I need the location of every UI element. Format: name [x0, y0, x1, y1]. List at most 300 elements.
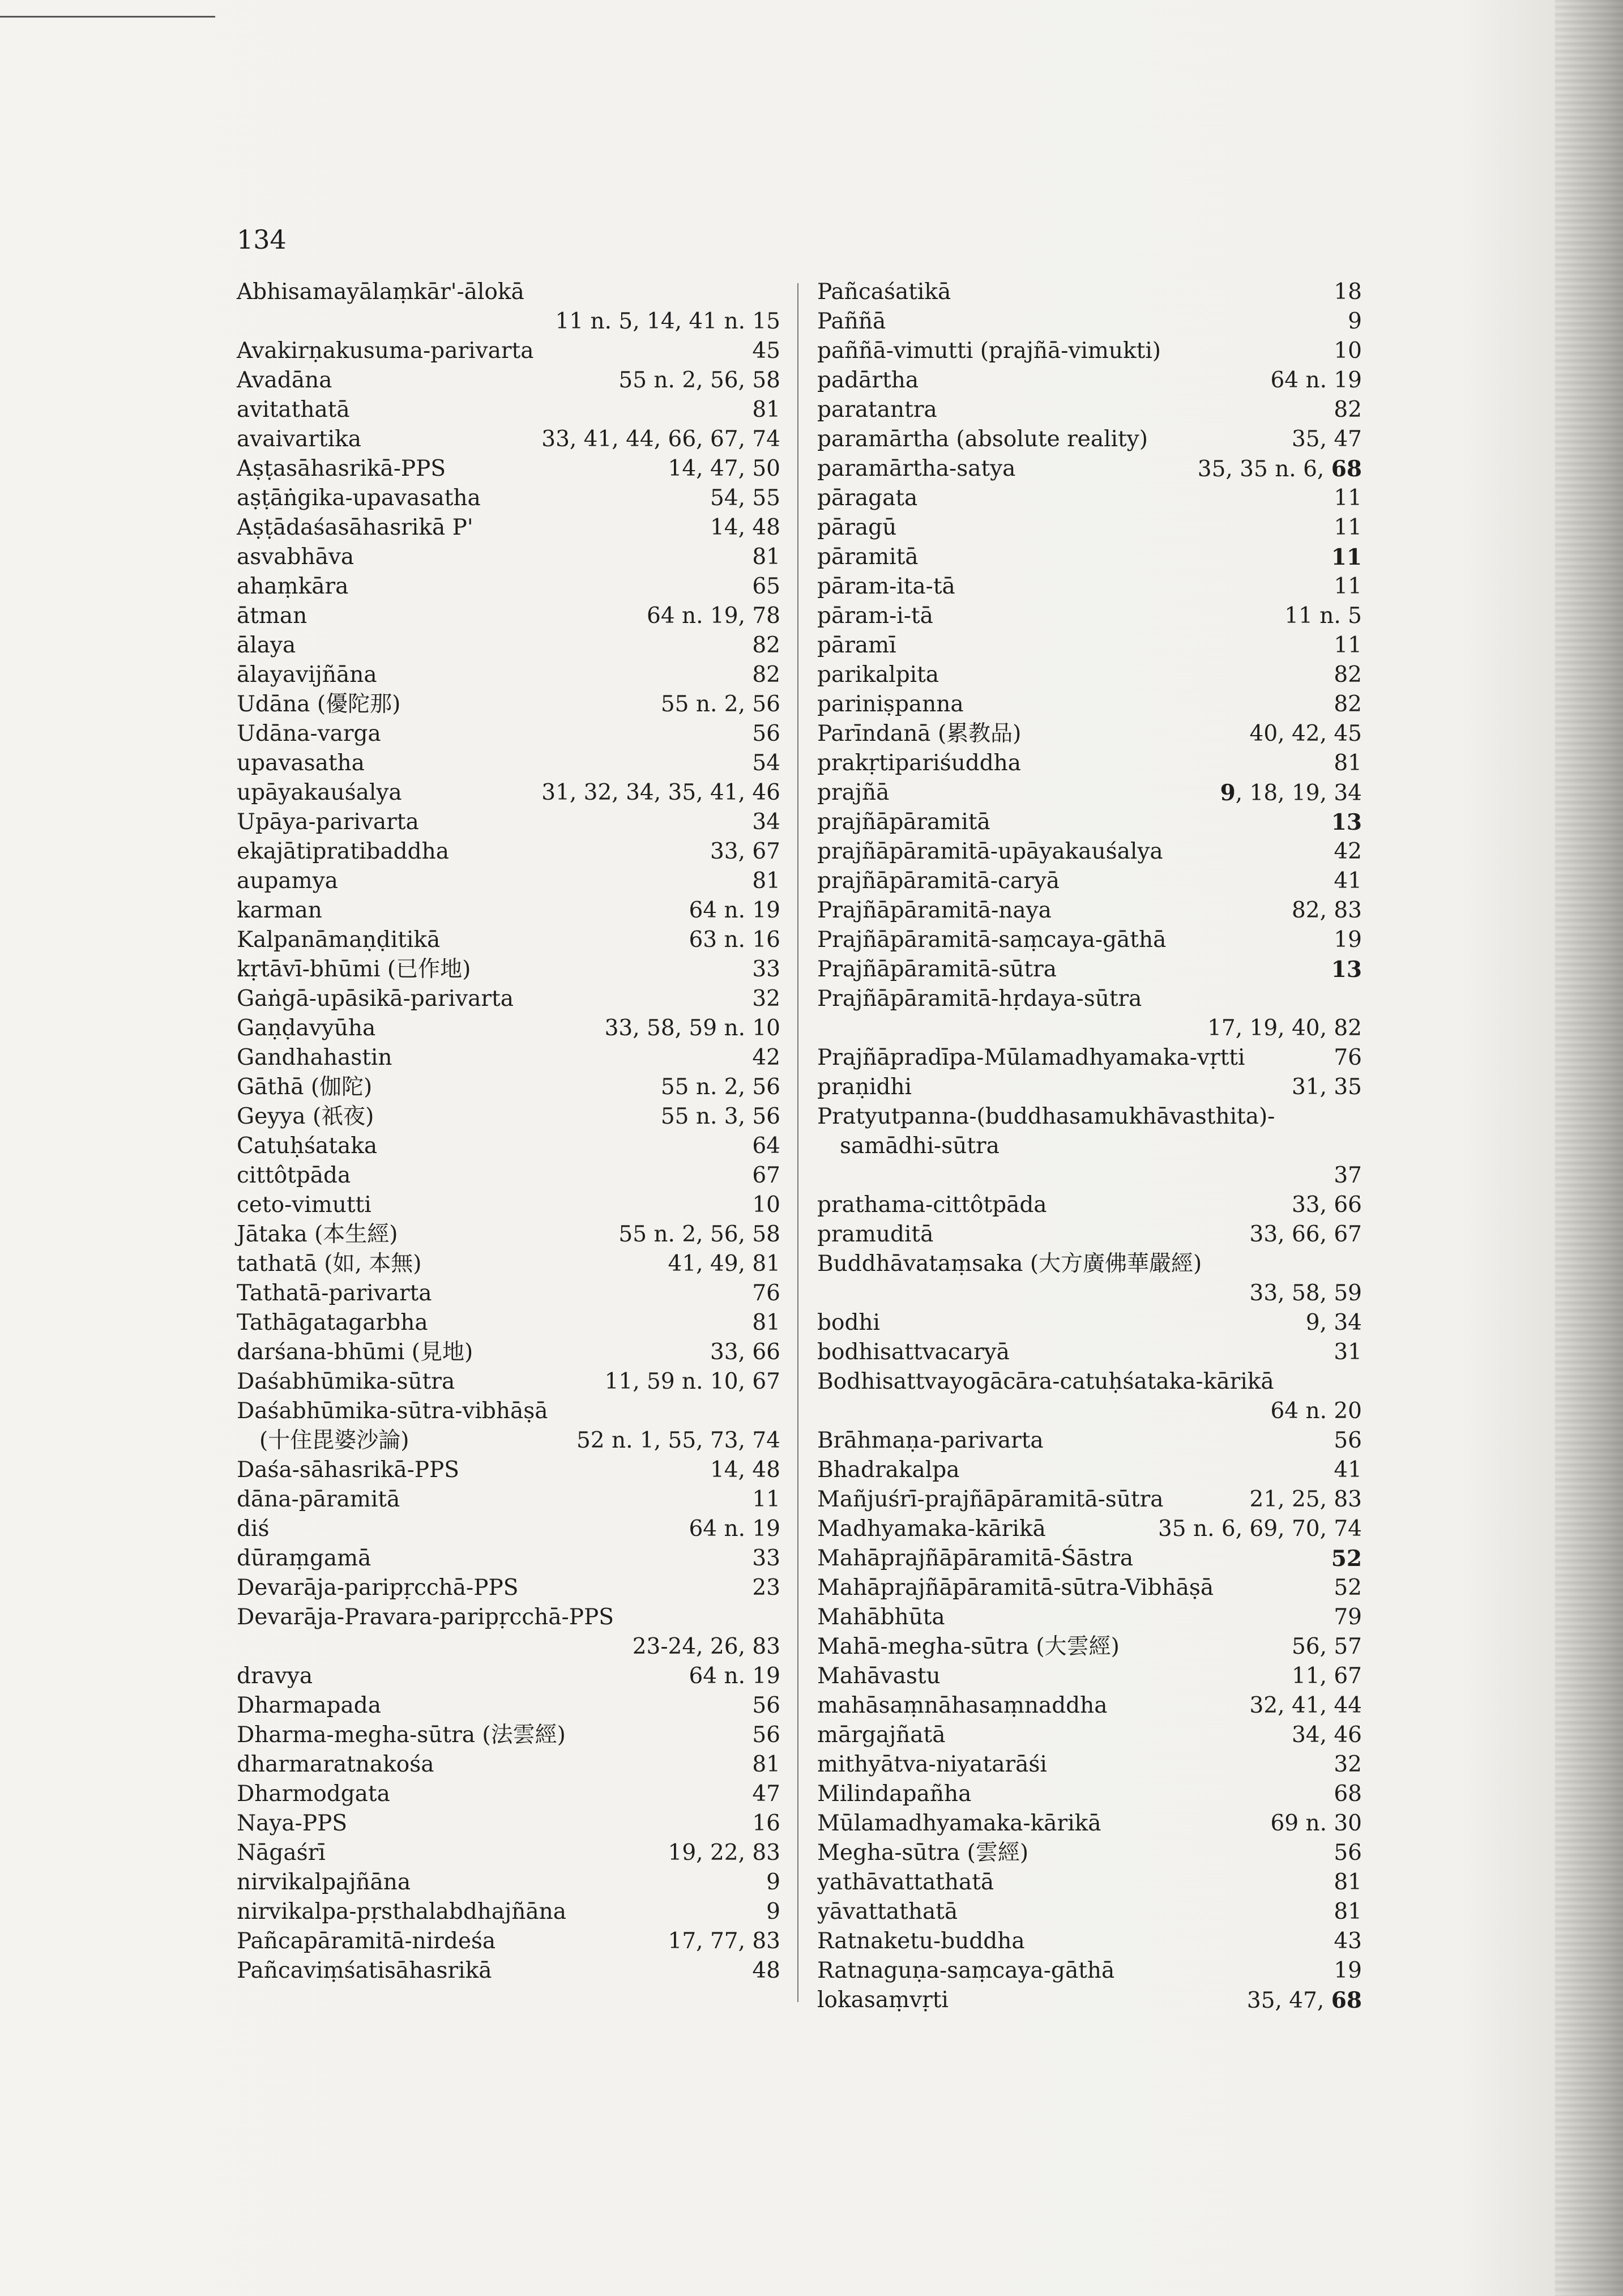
index-pages: 54, 55: [710, 485, 780, 511]
index-pages: 11, 67: [1291, 1663, 1362, 1689]
index-term: Parīndanā (累教品): [817, 721, 1022, 746]
index-entry: [817, 778, 1362, 808]
index-term: ahaṃkāra: [237, 574, 349, 599]
index-pages: 82: [752, 633, 780, 658]
index-pages: 81: [1334, 1899, 1362, 1924]
index-entry: [817, 1426, 1362, 1456]
index-pages: 9, 34: [1305, 1310, 1362, 1335]
index-term: mithyātva-niyatarāśi: [817, 1752, 1047, 1777]
index-term: upavasatha: [237, 750, 365, 776]
index-pages: 69 n. 30: [1270, 1811, 1362, 1836]
index-entry: [237, 513, 780, 543]
index-pages: 10: [1334, 338, 1362, 364]
index-term: Mahābhūta: [817, 1604, 945, 1630]
index-term: Aṣṭādaśasāhasrikā P': [237, 515, 473, 540]
index-entry: [817, 601, 1362, 631]
index-term: nirvikalpajñāna: [237, 1870, 411, 1895]
index-pages: 34: [752, 809, 780, 835]
index-entry: [237, 1132, 780, 1161]
index-entry: [817, 1544, 1362, 1573]
index-pages: 79: [1334, 1604, 1362, 1630]
index-entry: [237, 1220, 780, 1249]
index-entry: [817, 1220, 1362, 1249]
index-term: Tathatā-parivarta: [237, 1281, 432, 1306]
scan-edge-line: [0, 16, 215, 18]
index-pages: 64 n. 19: [689, 1663, 780, 1689]
index-pages: 37: [1334, 1163, 1362, 1188]
index-entry: [817, 1691, 1362, 1721]
index-entry: [237, 1190, 780, 1220]
index-pages: 64 n. 19, 78: [647, 603, 780, 629]
index-entry: [817, 925, 1362, 955]
index-term: Mūlamadhyamaka-kārikā: [817, 1811, 1101, 1836]
index-entry: [237, 749, 780, 778]
index-pages: 10: [752, 1192, 780, 1218]
index-pages: 13: [1331, 809, 1362, 835]
index-entry: [817, 1397, 1362, 1426]
index-pages: 14, 48: [710, 1457, 780, 1483]
index-entry: [817, 513, 1362, 543]
index-entry: [817, 1632, 1362, 1662]
index-pages: 33, 67: [710, 839, 780, 864]
index-entry: [817, 1573, 1362, 1603]
index-pages: 14, 48: [710, 515, 780, 540]
index-term: Devarāja-paripṛcchā-PPS: [237, 1575, 519, 1601]
index-column-right: [817, 278, 1362, 2013]
index-pages: 31: [1334, 1339, 1362, 1365]
index-term: tathatā (如, 本無): [237, 1251, 422, 1277]
index-term: bodhisattvacaryā: [817, 1339, 1010, 1365]
index-term: Abhisamayālaṃkār'-ālokā: [237, 279, 524, 305]
index-entry: [817, 1249, 1362, 1279]
index-term: Catuḥśataka: [237, 1133, 378, 1159]
index-term: Pañcaśatikā: [817, 279, 951, 305]
index-term: Mahāprajñāpāramitā-sūtra-Vibhāṣā: [817, 1575, 1214, 1601]
index-term: pariniṣpanna: [817, 692, 964, 717]
index-pages: 33, 66, 67: [1249, 1222, 1362, 1247]
index-pages: 13: [1331, 957, 1362, 983]
index-term: Devarāja-Pravara-paripṛcchā-PPS: [237, 1604, 614, 1630]
index-entry: [237, 925, 780, 955]
index-term: Daśabhūmika-sūtra: [237, 1369, 455, 1394]
index-entry: [237, 837, 780, 867]
index-pages: 33, 58, 59 n. 10: [604, 1015, 780, 1041]
index-term: Kalpanāmaṇḍitikā: [237, 927, 441, 953]
index-entry: [817, 1838, 1362, 1868]
index-pages: 23: [752, 1575, 780, 1601]
index-pages: 14, 47, 50: [668, 456, 780, 481]
index-entry: [237, 631, 780, 660]
index-entry: [817, 1456, 1362, 1485]
index-term: Ratnaketu-buddha: [817, 1928, 1025, 1954]
index-entry: [237, 1514, 780, 1544]
index-term: paramārtha (absolute reality): [817, 426, 1148, 452]
index-entry: [237, 1750, 780, 1779]
index-term: ātman: [237, 603, 307, 629]
index-entry: [817, 690, 1362, 719]
index-pages: 11: [1334, 485, 1362, 511]
index-term: yāvattathatā: [817, 1899, 958, 1924]
index-pages: 32: [1334, 1752, 1362, 1777]
index-term: dūraṃgamā: [237, 1546, 371, 1571]
index-entry: [237, 307, 780, 336]
index-term: kṛtāvī-bhūmi (已作地): [237, 957, 471, 982]
index-term: mahāsaṃnāhasaṃnaddha: [817, 1693, 1108, 1718]
index-term: Upāya-parivarta: [237, 809, 419, 835]
index-pages: 76: [1334, 1045, 1362, 1070]
index-entry: [817, 955, 1362, 984]
index-entry: [817, 543, 1362, 572]
index-term: Avadāna: [237, 368, 332, 393]
index-pages: 76: [752, 1281, 780, 1306]
index-entry: [237, 1426, 780, 1456]
index-entry: [817, 1102, 1362, 1132]
index-pages: 11: [752, 1487, 780, 1512]
index-entry: [237, 366, 780, 395]
index-term: samādhi-sūtra: [840, 1133, 1000, 1159]
index-pages: 11: [1331, 544, 1362, 570]
index-term: mārgajñatā: [817, 1722, 946, 1748]
index-term: Pañcaviṃśatisāhasrikā: [237, 1958, 492, 1983]
index-entry: [817, 1868, 1362, 1897]
index-pages: 11, 59 n. 10, 67: [604, 1369, 780, 1394]
index-term: prajñāpāramitā: [817, 809, 990, 835]
index-term: Daśabhūmika-sūtra-vibhāṣā: [237, 1398, 548, 1424]
index-pages: 55 n. 2, 56: [660, 692, 780, 717]
index-pages: 17, 77, 83: [668, 1928, 780, 1954]
index-entry: [237, 1691, 780, 1721]
index-term: Nāgaśrī: [237, 1840, 326, 1866]
index-pages: 9: [766, 1899, 780, 1924]
index-pages: 19: [1334, 1958, 1362, 1983]
index-entry: [237, 1721, 780, 1750]
binding-shadow: [1555, 0, 1623, 2296]
index-entry: [237, 1043, 780, 1073]
index-term: diś: [237, 1516, 270, 1542]
index-term: aupamya: [237, 868, 338, 894]
index-entry: [817, 366, 1362, 395]
index-entry: [237, 1573, 780, 1603]
index-pages: 32: [752, 986, 780, 1012]
index-pages: 56: [752, 1693, 780, 1718]
index-entry: [817, 1485, 1362, 1514]
index-term: asvabhāva: [237, 544, 355, 570]
index-pages: 18: [1334, 279, 1362, 305]
index-term: avitathatā: [237, 397, 350, 423]
index-pages: 11 n. 5, 14, 41 n. 15: [555, 309, 780, 334]
index-entry: [817, 278, 1362, 307]
index-term: Pratyutpanna-(buddhasamukhāvasthita)-: [817, 1104, 1275, 1129]
page-number: 134: [237, 224, 287, 255]
index-pages: 19: [1334, 927, 1362, 953]
index-pages: 33, 66: [710, 1339, 780, 1365]
index-pages: 65: [752, 574, 780, 599]
column-divider: [797, 283, 798, 2002]
index-pages: 52 n. 1, 55, 73, 74: [576, 1428, 780, 1453]
index-entry: [237, 1161, 780, 1190]
index-entry: [817, 1897, 1362, 1927]
index-entry: [237, 1632, 780, 1662]
index-entry: [237, 778, 780, 808]
index-pages: 64 n. 19: [1270, 368, 1362, 393]
index-entry: [817, 867, 1362, 896]
index-pages: 56: [752, 1722, 780, 1748]
index-entry: [817, 1514, 1362, 1544]
index-entry: [237, 867, 780, 896]
index-pages: 48: [752, 1958, 780, 1983]
index-pages: 19, 22, 83: [668, 1840, 780, 1866]
index-entry: [237, 425, 780, 454]
index-entry: [817, 984, 1362, 1014]
index-entry: [237, 1897, 780, 1927]
index-term: Gaṅgā-upāsikā-parivarta: [237, 986, 514, 1012]
index-term: dravya: [237, 1663, 313, 1689]
index-term: ekajātipratibaddha: [237, 839, 449, 864]
index-entry: [237, 808, 780, 837]
index-term: avaivartika: [237, 426, 361, 452]
index-pages: 23-24, 26, 83: [632, 1634, 780, 1659]
index-pages: 17, 19, 40, 82: [1207, 1015, 1362, 1041]
index-entry: [237, 543, 780, 572]
index-pages: 43: [1334, 1928, 1362, 1954]
index-entry: [237, 1367, 780, 1397]
index-pages: 64 n. 19: [689, 1516, 780, 1542]
index-term: Bodhisattvayogācāra-catuḥśataka-kārikā: [817, 1369, 1274, 1394]
index-pages: 42: [752, 1045, 780, 1070]
index-pages: 35, 47, 68: [1246, 1987, 1362, 2013]
index-term: Ratnaguṇa-saṃcaya-gāthā: [817, 1958, 1115, 1983]
index-entry: [237, 984, 780, 1014]
index-entry: [817, 1986, 1362, 2015]
index-pages: 52: [1334, 1575, 1362, 1601]
index-pages: 34, 46: [1291, 1722, 1362, 1748]
index-pages: 82: [1334, 397, 1362, 423]
index-entry: [817, 454, 1362, 484]
index-term: ceto-vimutti: [237, 1192, 371, 1218]
index-entry: [817, 719, 1362, 749]
index-term: Mañjuśrī-prajñāpāramitā-sūtra: [817, 1487, 1164, 1512]
index-entry: [237, 1779, 780, 1809]
index-term: upāyakauśalya: [237, 780, 402, 805]
index-pages: 56: [1334, 1840, 1362, 1866]
index-entry: [237, 572, 780, 601]
index-entry: [817, 1308, 1362, 1338]
index-term: ālaya: [237, 633, 296, 658]
index-entry: [237, 690, 780, 719]
index-term: pramuditā: [817, 1222, 934, 1247]
index-pages: 41, 49, 81: [668, 1251, 780, 1277]
index-entry: [237, 278, 780, 307]
index-term: Dharma-megha-sūtra (法雲經): [237, 1722, 566, 1748]
index-entry: [817, 749, 1362, 778]
index-entry: [817, 1161, 1362, 1190]
index-pages: 82: [1334, 662, 1362, 688]
index-term: Dharmapada: [237, 1693, 381, 1718]
index-entry: [817, 896, 1362, 925]
index-entry: [237, 1102, 780, 1132]
index-term: paññā-vimutti (prajñā-vimukti): [817, 338, 1161, 364]
index-pages: 21, 25, 83: [1249, 1487, 1362, 1512]
index-pages: 68: [1334, 1781, 1362, 1807]
index-term: ālayavijñāna: [237, 662, 377, 688]
index-term: Avakirṇakusuma-parivarta: [237, 338, 534, 364]
index-entry: [237, 336, 780, 366]
index-term: pāramī: [817, 633, 896, 658]
index-pages: 81: [752, 868, 780, 894]
index-pages: 82: [1334, 692, 1362, 717]
index-entry: [237, 896, 780, 925]
index-term: paratantra: [817, 397, 937, 423]
index-pages: 31, 35: [1291, 1074, 1362, 1100]
index-term: Madhyamaka-kārikā: [817, 1516, 1046, 1542]
index-entry: [237, 484, 780, 513]
index-term: Milindapañha: [817, 1781, 972, 1807]
index-pages: 33: [752, 957, 780, 982]
index-pages: 16: [752, 1811, 780, 1836]
index-pages: 33, 41, 44, 66, 67, 74: [541, 426, 780, 452]
index-term: aṣṭāṅgika-upavasatha: [237, 485, 481, 511]
index-term: karman: [237, 898, 322, 923]
index-entry: [817, 1956, 1362, 1986]
index-pages: 55 n. 3, 56: [660, 1104, 780, 1129]
index-pages: 81: [1334, 1870, 1362, 1895]
index-column-left: [237, 278, 780, 2005]
index-term: Naya-PPS: [237, 1811, 348, 1836]
index-pages: 63 n. 16: [689, 927, 780, 953]
index-pages: 64: [752, 1133, 780, 1159]
index-term: Prajñāpāramitā-hṛdaya-sūtra: [817, 986, 1142, 1012]
index-pages: 9: [1348, 309, 1362, 334]
index-entry: [817, 660, 1362, 690]
index-pages: 81: [752, 544, 780, 570]
index-term: Gaṇḍavyūha: [237, 1015, 376, 1041]
index-entry: [817, 1662, 1362, 1691]
index-pages: 55 n. 2, 56, 58: [618, 368, 780, 393]
index-pages: 31, 32, 34, 35, 41, 46: [541, 780, 780, 805]
index-entry: [237, 601, 780, 631]
index-pages: 11 n. 5: [1284, 603, 1362, 629]
index-pages: 67: [752, 1163, 780, 1188]
index-pages: 56, 57: [1291, 1634, 1362, 1659]
index-term: yathāvattathatā: [817, 1870, 994, 1895]
index-term: prajñāpāramitā-caryā: [817, 868, 1060, 894]
index-entry: [817, 837, 1362, 867]
index-pages: 55 n. 2, 56: [660, 1074, 780, 1100]
index-entry: [817, 1721, 1362, 1750]
index-pages: 56: [1334, 1428, 1362, 1453]
index-entry: [817, 1014, 1362, 1043]
index-pages: 55 n. 2, 56, 58: [618, 1222, 780, 1247]
index-pages: 64 n. 20: [1270, 1398, 1362, 1424]
index-term: Gandhahastin: [237, 1045, 392, 1070]
index-pages: 11: [1334, 633, 1362, 658]
index-term: paramārtha-satya: [817, 456, 1016, 481]
index-pages: 32, 41, 44: [1249, 1693, 1362, 1718]
index-entry: [817, 1750, 1362, 1779]
index-term: pāragata: [817, 485, 918, 511]
index-pages: 35, 47: [1291, 426, 1362, 452]
index-entry: [237, 955, 780, 984]
index-pages: 42: [1334, 839, 1362, 864]
index-entry: [817, 395, 1362, 425]
index-entry: [237, 1338, 780, 1367]
index-term: Brāhmaṇa-parivarta: [817, 1428, 1044, 1453]
index-term: (十住毘婆沙論): [259, 1428, 409, 1453]
index-entry: [237, 1927, 780, 1956]
index-term: Megha-sūtra (雲經): [817, 1840, 1029, 1866]
index-entry: [817, 307, 1362, 336]
index-term: Mahāvastu: [817, 1663, 941, 1689]
index-term: dāna-pāramitā: [237, 1487, 400, 1512]
index-entry: [817, 1338, 1362, 1367]
index-pages: 9: [766, 1870, 780, 1895]
index-term: darśana-bhūmi (見地): [237, 1339, 473, 1365]
index-pages: 11: [1334, 574, 1362, 599]
index-entry: [237, 1485, 780, 1514]
index-term: Mahāprajñāpāramitā-Śāstra: [817, 1546, 1134, 1571]
index-term: praṇidhi: [817, 1074, 912, 1100]
index-entry: [817, 1779, 1362, 1809]
index-entry: [237, 1838, 780, 1868]
index-entry: [817, 1043, 1362, 1073]
index-entry: [237, 1809, 780, 1838]
index-pages: 54: [752, 750, 780, 776]
index-term: Paññā: [817, 309, 886, 334]
index-pages: 40, 42, 45: [1249, 721, 1362, 746]
index-term: nirvikalpa-pṛsthalabdhajñāna: [237, 1899, 567, 1924]
index-term: Buddhāvataṃsaka (大方廣佛華嚴經): [817, 1251, 1202, 1277]
index-pages: 56: [752, 721, 780, 746]
index-entry: [237, 1603, 780, 1632]
index-entry: [237, 660, 780, 690]
index-pages: 45: [752, 338, 780, 364]
index-term: Daśa-sāhasrikā-PPS: [237, 1457, 459, 1483]
index-pages: 81: [752, 1752, 780, 1777]
index-term: prakṛtipariśuddha: [817, 750, 1022, 776]
index-entry: [817, 572, 1362, 601]
index-term: pāramitā: [817, 544, 919, 570]
index-entry: [237, 1249, 780, 1279]
index-entry: [817, 1367, 1362, 1397]
index-pages: 33, 66: [1291, 1192, 1362, 1218]
index-term: Prajñāpāramitā-saṃcaya-gāthā: [817, 927, 1167, 953]
index-term: pāram-ita-tā: [817, 574, 955, 599]
index-pages: 41: [1334, 868, 1362, 894]
index-entry: [237, 395, 780, 425]
index-term: Bhadrakalpa: [817, 1457, 960, 1483]
index-entry: [817, 1809, 1362, 1838]
index-term: prajñā: [817, 780, 890, 805]
index-pages: 64 n. 19: [689, 898, 780, 923]
index-entry: [237, 1544, 780, 1573]
index-term: Udāna-varga: [237, 721, 381, 746]
index-pages: 33, 58, 59: [1249, 1281, 1362, 1306]
index-entry: [237, 1956, 780, 1986]
index-entry: [237, 1868, 780, 1897]
index-entry: [817, 1132, 1362, 1161]
index-entry: [817, 808, 1362, 837]
index-entry: [237, 1073, 780, 1102]
index-term: parikalpita: [817, 662, 939, 688]
index-entry: [817, 631, 1362, 660]
index-entry: [817, 336, 1362, 366]
index-pages: 81: [752, 397, 780, 423]
index-term: Udāna (優陀那): [237, 692, 401, 717]
index-term: padārtha: [817, 368, 919, 393]
index-entry: [817, 1279, 1362, 1308]
index-pages: 11: [1334, 515, 1362, 540]
index-entry: [817, 1073, 1362, 1102]
